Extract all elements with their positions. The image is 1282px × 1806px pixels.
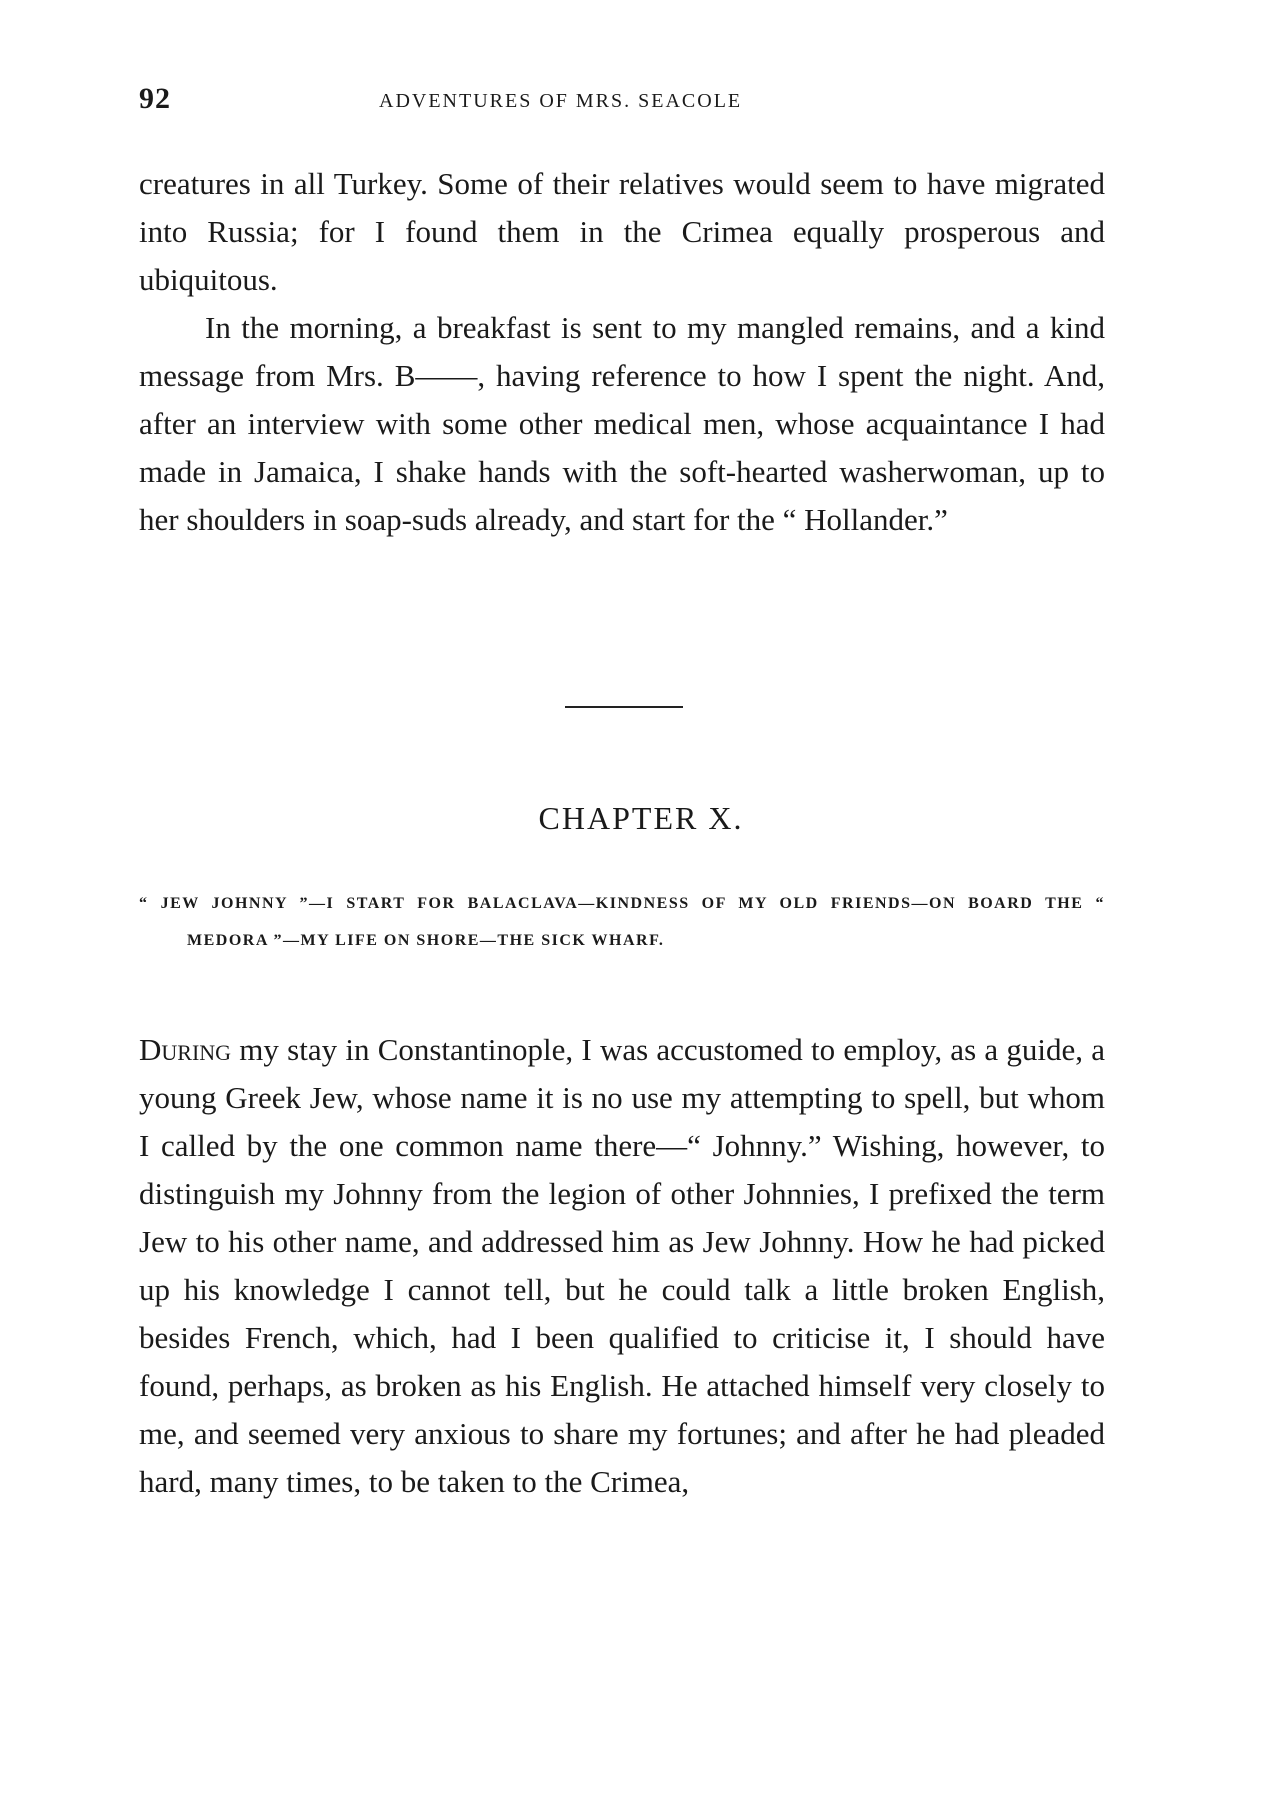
page-header bbox=[139, 82, 1105, 122]
body-text-chapter bbox=[139, 1026, 1105, 1506]
opening-word: During bbox=[139, 1032, 232, 1067]
synopsis-text: “ JEW JOHNNY ”—I START FOR BALACLAVA—KINDNESS OF MY OLD FRIENDS—ON BOARD THE “ MEDORA ”—MY LIFE ON SHORE—THE SICK WHARF. bbox=[139, 895, 1105, 949]
chapter-title: CHAPTER X. bbox=[538, 800, 744, 836]
paragraph-text: my stay in Constantinople, I was accustomed to employ, as a guide, a young Greek Jew, whose name it is no use my attempting to spell, but whom I called by the one common name there—“ Johnny.” Wishing, however, to distinguish my Johnny from the legion of other Johnnies, I prefixed the term Jew to his other name, and addressed him as Jew Johnny. How he had picked up his knowledge I cannot tell, but he could talk a little broken English, besides French, which, had I been qualified to criticise it, I should have found, perhaps, as broken as his English. He attached himself very closely to me, and seemed very anxious to share my fortunes; and after he had pleaded hard, many times, to be taken to the Crimea, bbox=[139, 1032, 1105, 1499]
chapter-synopsis bbox=[139, 885, 1105, 959]
section-divider bbox=[565, 706, 683, 708]
running-head: ADVENTURES OF MRS. SEACOLE bbox=[379, 90, 743, 112]
paragraph: creatures in all Turkey. Some of their relatives would seem to have migrated into Russia; for I found them in the Crimea equally prosperous and ubiquitous. bbox=[139, 166, 1105, 297]
paragraph bbox=[139, 1026, 1105, 1506]
paragraph: In the morning, a breakfast is sent to my mangled remains, and a kind message from Mrs. B——, having reference to how I spent the night. And, after an interview with some other medical men, whose acquaintance I had made in Jamaica, I shake hands with the soft-hearted washerwoman, up to her shoulders in soap-suds already, and start for the “ Hollander.” bbox=[139, 310, 1105, 537]
body-text-top bbox=[139, 160, 1105, 544]
page-number: 92 bbox=[139, 82, 171, 115]
